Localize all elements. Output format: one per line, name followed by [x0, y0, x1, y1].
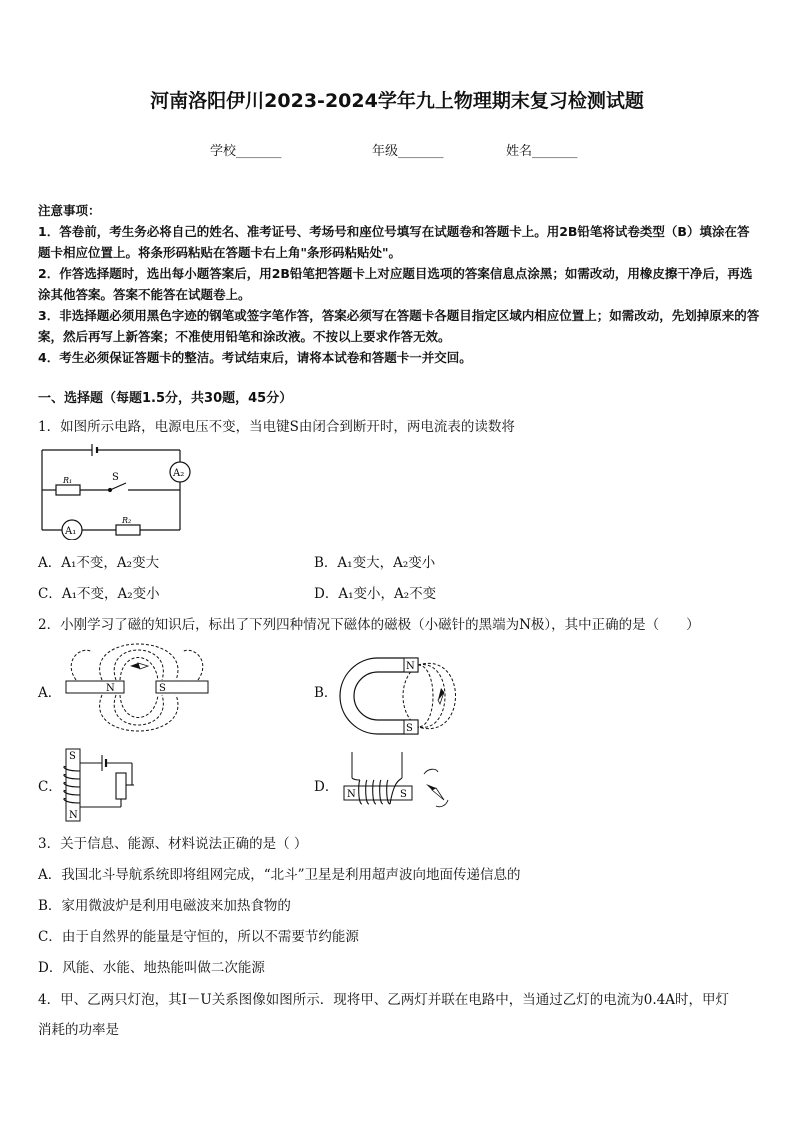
q2-b-south-pole: S — [406, 723, 413, 734]
grade-field: 年级_______ — [372, 144, 444, 159]
q2-d-south-pole: S — [400, 789, 407, 800]
r2-label: R₂ — [122, 516, 132, 525]
notice-item-3: 3．非选择题必须用黑色字迹的钢笔或签字笔作答，答案必须写在答题卡各题目指定区域内相应位置上；如需改动，先划掉原来的答案，然后再写上新答案；不准使用铅笔和涂改液。不按以上要求作答无效。 — [38, 308, 760, 344]
q3-option-c: C．由于自然界的能量是守恒的，所以不需要节约能源 — [38, 929, 359, 945]
q4-stem-line1: 4．甲、乙两只灯泡，其I－U关系图像如图所示．现将甲、乙两灯并联在电路中，当通过乙灯的电流为0.4A时，甲灯 — [38, 992, 730, 1008]
q4-stem-line2: 消耗的功率是 — [38, 1022, 119, 1038]
q3-option-a: A．我国北斗导航系统即将组网完成，“北斗”卫星是利用超声波向地面传递信息的 — [38, 867, 521, 883]
q3-option-b: B．家用微波炉是利用电磁波来加热食物的 — [38, 898, 291, 914]
q2-a-bar-magnets — [62, 640, 212, 735]
q2-d-north-pole: N — [347, 789, 356, 800]
q2-a-south-pole: S — [159, 683, 166, 694]
q2-stem: 2．小刚学习了磁的知识后，标出了下列四种情况下磁体的磁极（小磁针的黑端为N极），其中正确的是（ ） — [38, 617, 700, 633]
q2-d-compass-needle — [424, 769, 448, 807]
q2-b-horseshoe-magnet — [338, 648, 468, 744]
q3-option-d: D．风能、水能、地热能叫做二次能源 — [38, 960, 265, 976]
q2-option-c-label: C． — [38, 779, 62, 795]
q2-b-compass-needle — [438, 688, 444, 704]
section-heading: 一、选择题（每题1.5分，共30题，45分） — [38, 391, 293, 406]
a1-label: A₁ — [65, 526, 77, 537]
q2-c-north-pole: N — [69, 810, 78, 821]
r1-label: R₁ — [63, 476, 73, 485]
q2-c-electromagnet — [62, 745, 142, 825]
notice-item-2: 2．作答选择题时，选出每小题答案后，用2B铅笔把答题卡上对应题目选项的答案信息点涂黑；如需改动，用橡皮擦干净后，再选涂其他答案。答案不能答在试题卷上。 — [38, 266, 753, 302]
notice-item-1: 1．答卷前，考生务必将自己的姓名、准考证号、考场号和座位号填写在试题卷和答题卡上。用2B铅笔将试卷类型（B）填涂在答题卡相应位置上。将条形码粘贴在答题卡右上角"条形码粘贴处"。 — [38, 224, 750, 260]
notice-item-4: 4．考生必须保证答题卡的整洁。考试结束后，请将本试卷和答题卡一并交回。 — [38, 350, 472, 365]
notice-heading: 注意事项： — [38, 203, 101, 218]
q2-d-solenoid — [340, 752, 460, 812]
q3-stem: 3．关于信息、能源、材料说法正确的是（ ） — [38, 836, 308, 852]
page-title: 河南洛阳伊川2023-2024学年九上物理期末复习检测试题 — [150, 90, 644, 112]
q2-option-d-label: D． — [314, 779, 339, 795]
q1-circuit-diagram — [36, 440, 196, 540]
s-label: S — [112, 472, 119, 483]
q2-c-south-pole: S — [69, 751, 76, 762]
q1-option-a: A．A₁不变，A₂变大 — [38, 555, 160, 571]
q1-option-d: D．A₁变小，A₂不变 — [314, 586, 437, 602]
q2-a-compass-needle — [130, 663, 148, 669]
q1-option-c: C．A₁不变，A₂变小 — [38, 586, 160, 602]
q2-b-north-pole: N — [406, 661, 415, 672]
q2-a-north-pole: N — [106, 683, 115, 694]
a2-label: A₂ — [173, 468, 185, 479]
name-field: 姓名_______ — [506, 144, 578, 159]
q2-option-a-label: A． — [38, 685, 62, 701]
q1-stem: 1．如图所示电路，电源电压不变，当电键S由闭合到断开时，两电流表的读数将 — [38, 419, 515, 435]
q2-option-b-label: B． — [314, 685, 338, 701]
school-field: 学校_______ — [210, 144, 282, 159]
q1-option-b: B．A₁变大，A₂变小 — [314, 555, 436, 571]
